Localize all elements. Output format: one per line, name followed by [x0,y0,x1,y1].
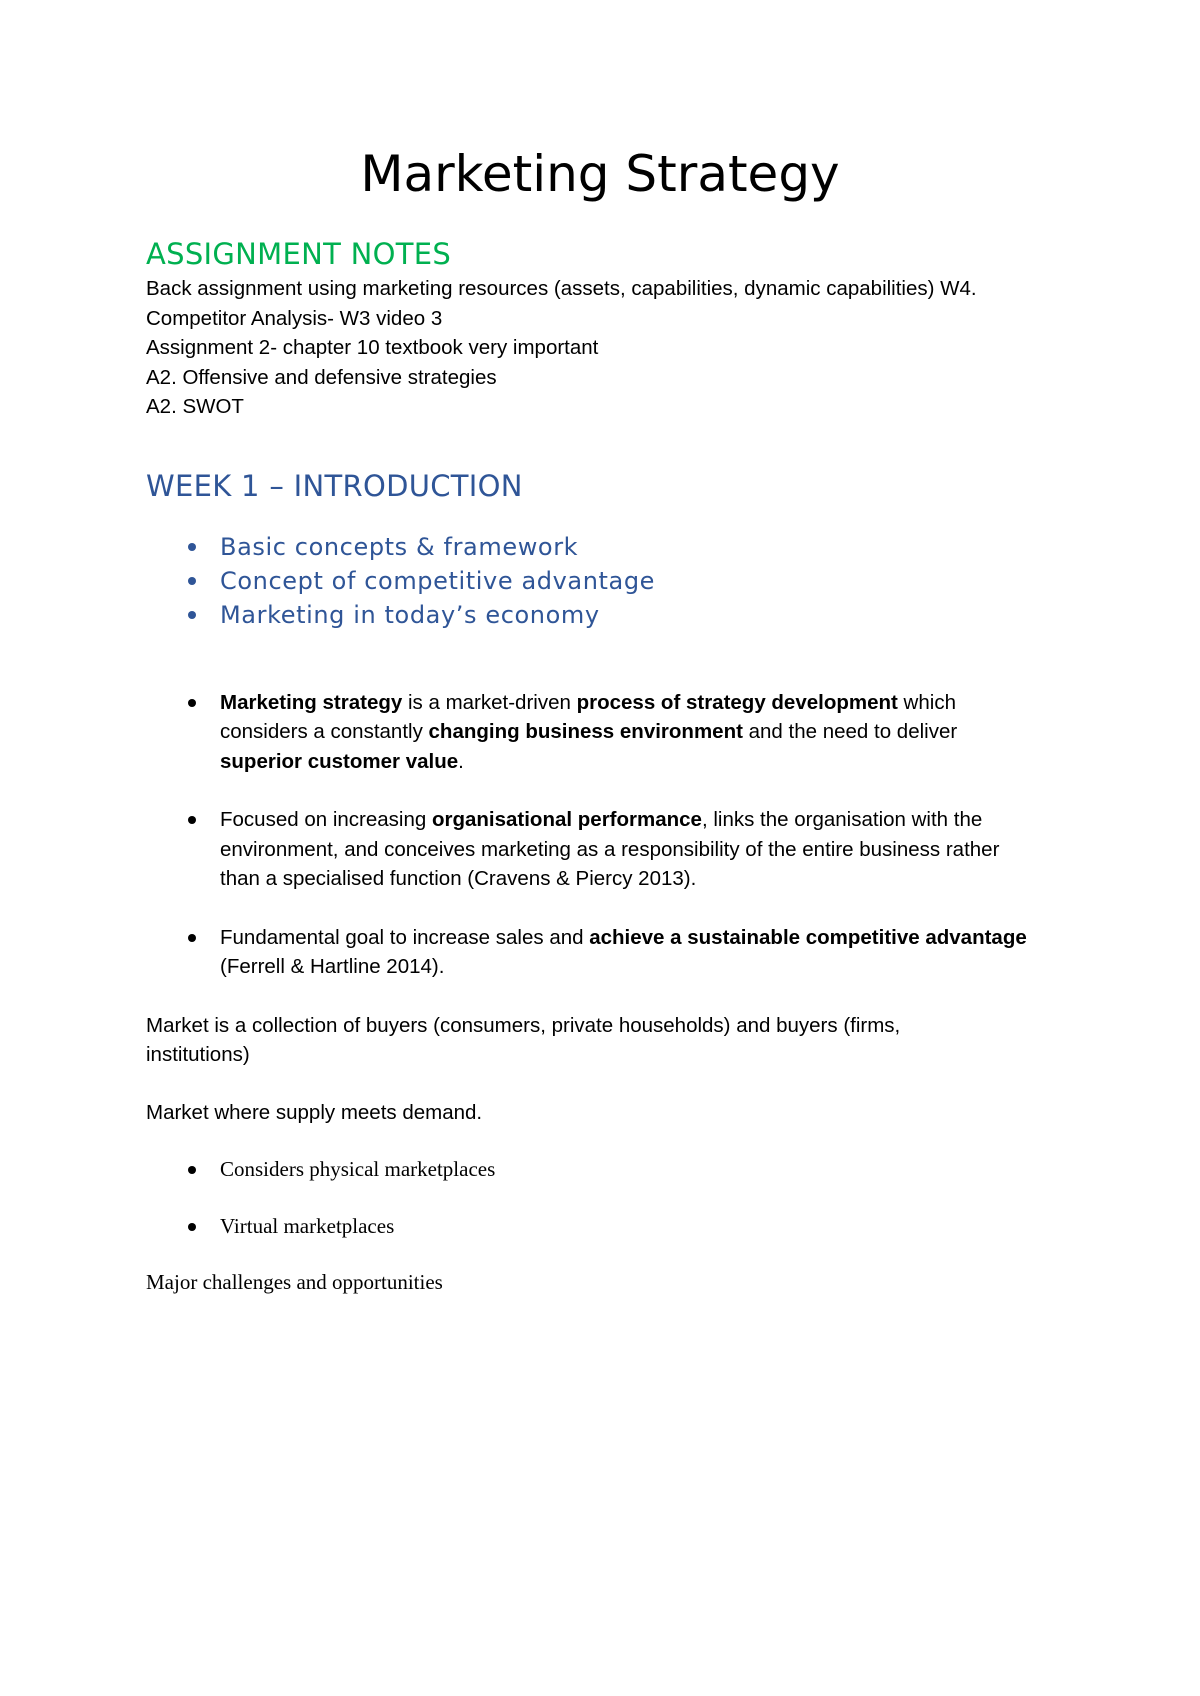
bold-text-run: process of strategy development [576,690,898,714]
bold-text-run: changing business environment [428,720,743,743]
topic-item [146,598,1066,632]
assignment-note-line: A2. Offensive and defensive strategies [146,365,497,389]
marketplaces-list [146,1155,1066,1241]
definition-bullets-list [146,688,1066,982]
assignment-note-line: A2. SWOT [146,395,244,418]
text-run: Focused on increasing [220,808,432,831]
topic-item [146,530,1066,564]
definition-bullet [146,688,1040,777]
market-definition: Market is a collection of buyers (consumers, private households) and buyers (firms, institutions) [146,1013,901,1066]
market-supply-demand: Market where supply meets demand. [146,1100,483,1124]
document-body [146,234,1066,1298]
definition-bullet [146,805,1040,894]
assignment-note-line: Competitor Analysis- W3 video 3 [146,306,443,330]
bold-text-run: achieve a sustainable competitive advantage [589,925,1027,949]
bold-text-run: organisational performance [431,808,702,831]
topic-text: Concept of competitive advantage [220,566,656,595]
week1-heading: WEEK 1 – INTRODUCTION [146,468,523,503]
text-run: is a market-driven [402,690,577,714]
bold-text-run: superior customer value [220,749,459,773]
marketplace-item [146,1212,1066,1242]
topic-text: Basic concepts & framework [220,532,579,561]
challenges-text: Major challenges and opportunities [146,1270,443,1294]
bold-text-run: Marketing strategy [220,690,403,714]
definition-bullet [146,923,1040,982]
marketplace-item [146,1155,1066,1185]
assignment-note-line: Back assignment using marketing resources (assets, capabilities, dynamic capabilities) W4. [146,277,977,300]
assignment-notes-list [146,274,1066,422]
text-run: Fundamental goal to increase sales and [220,925,590,949]
marketplace-text: Considers physical marketplaces [220,1157,496,1181]
bullet-icon [188,577,196,585]
topic-text: Marketing in today’s economy [220,600,600,629]
text-run: which considers a constantly [220,690,956,743]
topic-item [146,564,1066,598]
bullet-icon [188,543,196,551]
bullet-icon [188,1223,196,1231]
text-run: . [458,749,464,773]
marketplace-text: Virtual marketplaces [220,1213,395,1238]
definition-text [220,691,957,773]
week1-topics-list [146,530,1066,632]
definition-text [220,926,1027,979]
text-run: (Ferrell & Hartline 2014). [220,955,445,978]
document-title: Marketing Strategy [360,145,840,203]
bullet-icon [188,816,196,824]
assignment-note-line: Assignment 2- chapter 10 textbook very important [146,336,599,359]
definition-text [220,808,999,890]
bullet-icon [188,699,196,707]
bullet-icon [188,611,196,619]
text-run: , links the organisation with the environment, and conceives marketing as a responsibility of the entire business rather than a specialised function (Cravens & Piercy 2013). [220,808,1000,890]
assignment-notes-heading: ASSIGNMENT NOTES [146,237,452,271]
bullet-icon [188,1166,196,1174]
text-run: and the need to deliver [742,720,958,743]
bullet-icon [188,934,196,942]
